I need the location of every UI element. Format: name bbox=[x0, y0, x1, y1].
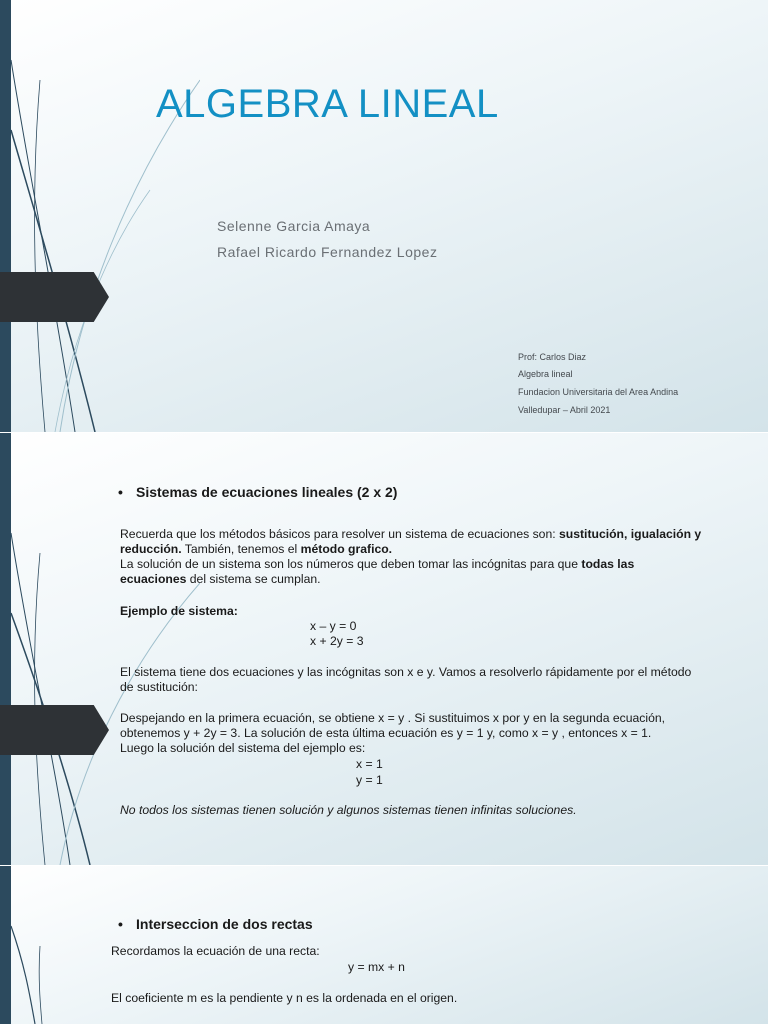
text-run: La solución de un sistema son los números que deben tomar las incógnitas para que bbox=[120, 557, 582, 571]
solution: x = 1 bbox=[356, 757, 383, 771]
text-line: El coeficiente m es la pendiente y n es la ordenada en el origen. bbox=[111, 991, 458, 1005]
solution: y = 1 bbox=[356, 773, 383, 787]
text-run: del sistema se cumplan. bbox=[186, 572, 321, 586]
meta-line: Prof: Carlos Diaz bbox=[518, 352, 587, 362]
text-line: Recordamos la ecuación de una recta: bbox=[111, 944, 320, 958]
bold-run: método grafico. bbox=[300, 542, 393, 556]
content-slide bbox=[0, 866, 768, 1024]
paragraph bbox=[120, 711, 665, 756]
bullet-dot: • bbox=[118, 916, 123, 932]
text-line: obtenemos y + 2y = 3. La solución de esta última ecuación es y = 1 y, como x = y , entonces x = 1. bbox=[120, 726, 652, 740]
bold-run: reducción. bbox=[120, 542, 182, 556]
bold-run: sustitución, igualación y bbox=[559, 527, 702, 541]
equation: x – y = 0 bbox=[310, 619, 357, 633]
text-line: de sustitución: bbox=[120, 680, 198, 694]
content-slide bbox=[0, 433, 768, 865]
text-run: Recuerda que los métodos básicos para resolver un sistema de ecuaciones son: bbox=[120, 527, 559, 541]
heading-text: Interseccion de dos rectas bbox=[136, 916, 313, 932]
arrow-tab bbox=[0, 705, 109, 755]
paragraph bbox=[120, 527, 701, 587]
example-label bbox=[120, 604, 238, 619]
meta-line: Algebra lineal bbox=[518, 369, 573, 379]
author-name: Rafael Ricardo Fernandez Lopez bbox=[217, 244, 438, 260]
decorative-curves bbox=[0, 0, 200, 432]
equation: y = mx + n bbox=[348, 960, 405, 974]
title-slide bbox=[0, 0, 768, 432]
equation: x + 2y = 3 bbox=[310, 634, 364, 648]
text-run: También, tenemos el bbox=[181, 542, 301, 556]
text-line: Luego la solución del sistema del ejemplo es: bbox=[120, 741, 366, 755]
meta-line: Fundacion Universitaria del Area Andina bbox=[518, 387, 679, 397]
bullet-dot: • bbox=[118, 484, 123, 500]
arrow-tab bbox=[0, 272, 109, 322]
bold-run: ecuaciones bbox=[120, 572, 187, 586]
author-name: Selenne Garcia Amaya bbox=[217, 218, 371, 234]
italic-note: No todos los sistemas tienen solución y algunos sistemas tienen infinitas soluciones. bbox=[120, 803, 577, 817]
page-title: ALGEBRA LINEAL bbox=[156, 82, 499, 126]
section-heading bbox=[118, 916, 313, 932]
section-heading bbox=[118, 484, 397, 500]
bold-run: todas las bbox=[581, 557, 635, 571]
meta-line: Valledupar – Abril 2021 bbox=[518, 405, 611, 415]
text-line: Despejando en la primera ecuación, se obtiene x = y . Si sustituimos x por y en la segunda ecuación, bbox=[120, 711, 666, 725]
paragraph bbox=[120, 665, 691, 695]
heading-text: Sistemas de ecuaciones lineales (2 x 2) bbox=[136, 484, 398, 500]
bold-run: Ejemplo de sistema: bbox=[120, 604, 238, 618]
text-line: El sistema tiene dos ecuaciones y las incógnitas son x e y. Vamos a resolverlo rápidamente por el método bbox=[120, 665, 692, 679]
